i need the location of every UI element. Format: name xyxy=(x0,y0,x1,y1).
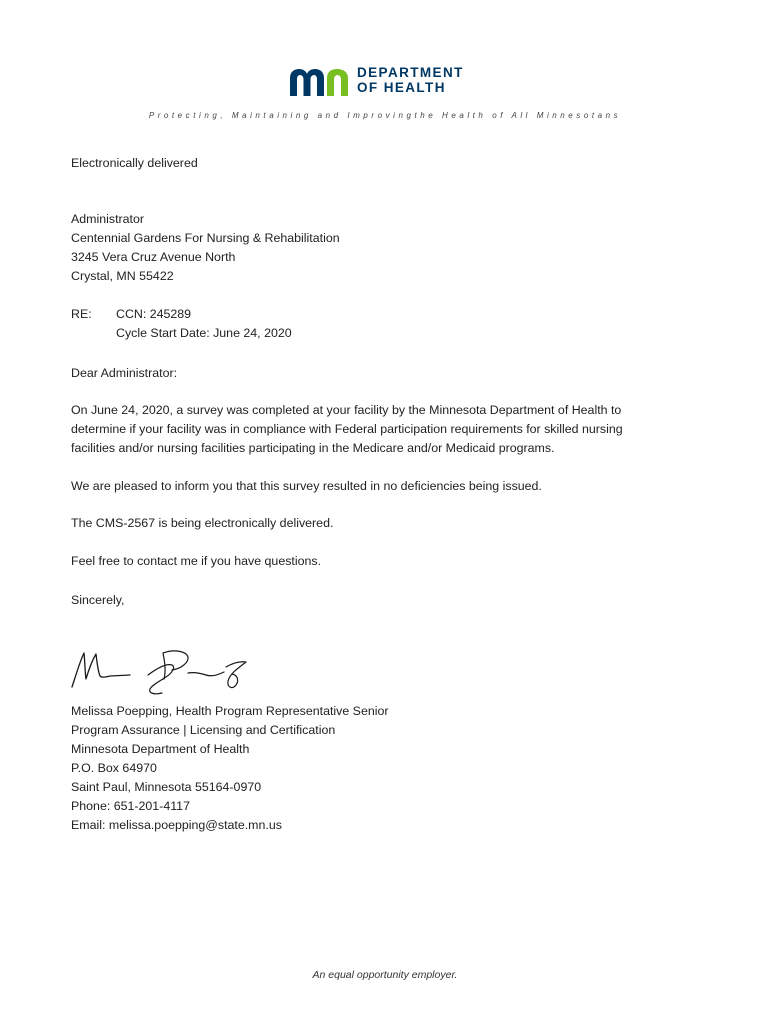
body-paragraph-1 xyxy=(71,401,701,458)
address-line: Centennial Gardens For Nursing & Rehabilitation xyxy=(71,231,340,245)
closing: Sincerely, xyxy=(71,593,125,607)
signer-name-title: Melissa Poepping, Health Program Representative Senior xyxy=(71,704,389,718)
paragraph-line: On June 24, 2020, a survey was completed at your facility by the Minnesota Department of Health to xyxy=(71,403,622,417)
signer-unit: Program Assurance | Licensing and Certification xyxy=(71,723,336,737)
paragraph-line: determine if your facility was in compliance with Federal participation requirements for skilled nursing xyxy=(71,422,623,436)
salutation: Dear Administrator: xyxy=(71,366,178,380)
signer-phone: Phone: 651-201-4117 xyxy=(71,799,190,813)
mn-logo-mark-icon xyxy=(288,68,352,96)
re-label: RE: xyxy=(71,307,92,321)
logo-wordmark xyxy=(357,65,464,95)
mdh-logo xyxy=(288,64,483,98)
body-paragraph-2: We are pleased to inform you that this survey resulted in no deficiencies being issued. xyxy=(71,479,542,493)
logo-line-2: OF HEALTH xyxy=(357,80,446,95)
footer-note: An equal opportunity employer. xyxy=(312,969,458,981)
handwritten-signature xyxy=(68,645,258,700)
signer-city: Saint Paul, Minnesota 55164-0970 xyxy=(71,780,262,794)
body-paragraph-3: The CMS-2567 is being electronically delivered. xyxy=(71,516,334,530)
address-line: Administrator xyxy=(71,212,144,226)
cycle-start-date: Cycle Start Date: June 24, 2020 xyxy=(116,326,292,340)
signer-po-box: P.O. Box 64970 xyxy=(71,761,157,775)
tagline: Protecting, Maintaining and Improvingthe Health of All Minnesotans xyxy=(148,111,622,120)
logo-line-1: DEPARTMENT xyxy=(357,65,464,80)
signer-department: Minnesota Department of Health xyxy=(71,742,250,756)
signer-email: Email: melissa.poepping@state.mn.us xyxy=(71,818,282,832)
signature-block xyxy=(71,702,389,835)
recipient-address xyxy=(71,210,340,286)
ccn-number: CCN: 245289 xyxy=(116,307,192,321)
body-paragraph-4: Feel free to contact me if you have questions. xyxy=(71,554,322,568)
delivery-note: Electronically delivered xyxy=(71,156,198,170)
address-line: Crystal, MN 55422 xyxy=(71,269,174,283)
paragraph-line: facilities and/or nursing facilities participating in the Medicare and/or Medicaid programs. xyxy=(71,441,555,455)
address-line: 3245 Vera Cruz Avenue North xyxy=(71,250,236,264)
